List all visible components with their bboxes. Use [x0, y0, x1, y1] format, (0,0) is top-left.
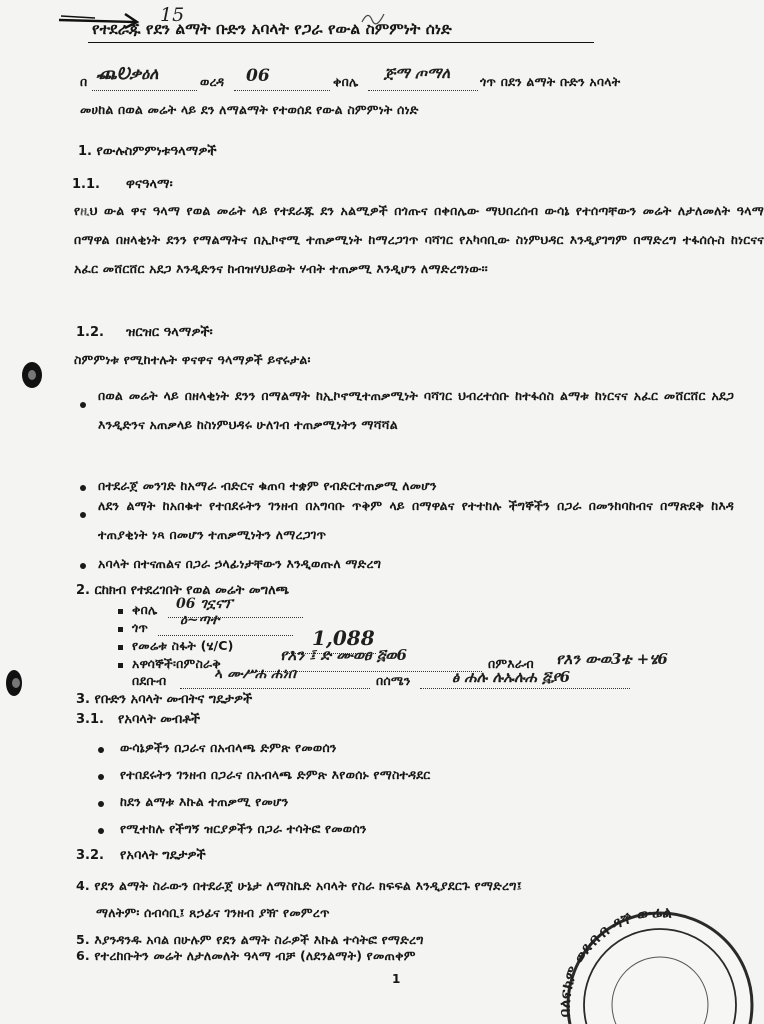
bullet-icon — [98, 774, 104, 780]
square-bullet-icon — [118, 609, 123, 614]
bullet-icon — [98, 828, 104, 834]
bullet-icon — [80, 402, 86, 408]
bullet-icon — [98, 747, 104, 753]
woreda-label: ወረዳ — [200, 74, 225, 89]
bullet-icon — [80, 563, 86, 569]
duty-item-4-line-2: ማለትም፡ ሰብሳቢ፤ ጸኃፊና ገንዘብ ያዥ የመምረጥ — [96, 905, 330, 920]
punch-hole — [6, 670, 22, 696]
bullet-icon — [80, 485, 86, 491]
bullet-icon — [98, 801, 104, 807]
duty-item-4-line-1: 4. የደን ልማት ስራውን በተደራጀ ሁኔታ ለማስኬድ አባላት የስራ ክፍፍል እንዲያደርጉ የማድረግ፤ — [76, 878, 522, 893]
duty-item-6: 6. የተረከቡትን መሬት ለታለመለት ዓላማ ብቻ (ለደንልማት) የመጠቀም — [76, 948, 416, 963]
section-1-1-title: ዋናዓላማ፡ — [126, 177, 173, 192]
section-3-2-title: የአባላት ግዴታዎች — [120, 848, 206, 863]
region-label: በ — [80, 74, 88, 89]
kebele-label: ቀበሌ — [333, 74, 359, 89]
region-value: ⶸᎧቃዕለ — [96, 64, 159, 83]
north-boundary-value: ፅ ሐሉ ሉኡሉሐ ፭ያ6 — [452, 668, 571, 686]
list-item: የተበደሩትን ገንዘብ በጋራና በአብላጫ ድምጽ እየወሰኑ የማስተዳደር — [120, 767, 431, 782]
square-bullet-icon — [118, 645, 123, 650]
official-seal — [540, 905, 764, 1024]
section-3-1-number: 3.1. — [76, 712, 104, 727]
list-item: አባላት በተናጠልና በጋራ ኃላፊነታቸውን እንዲወጡለ ማድረግ — [98, 556, 382, 571]
section-1-1-text: የዚህ ውል ዋና ዓላማ የወል መሬት ላይ የተደራጁ ደን አልሚዎች በጎጡና በቀበሌው ማህበረሰብ ውሳኔ የተሰጣቸውን መሬት ለታለመለት ዓላማ በማዋል በዘላቂነት ደንን የማልማትና በኢኮኖሚ ተጠቃሚነት ከማረጋገጥ ባሻገር የአካባቢው ስነምህዳር እንዲያገግም በማድረግ ተፋሰሱስ ከነርናና አፈር መሸርሸር አደጋ እንዲድንና ከብዝሃህይወት ሃብት ተጠቃሚ እንዲሆን ለማድረግነው፡፡ — [74, 203, 764, 276]
page-mark: 15 — [160, 4, 185, 26]
west-boundary-label: በምእራብ — [488, 656, 534, 671]
kebele-value: ጅማ ጦማለ — [384, 64, 451, 82]
title-underline — [88, 42, 594, 43]
page-number: 1 — [392, 972, 401, 986]
list-item: ለደን ልማት ከአበቁተ የተበደሩትን ገንዘብ በአግባቡ ጥቅም ላይ በማዋልና የተተከሉ ችግኞችን በጋራ በመንከባከብና በማጽደቅ ከእዳ ተጠያቂነት ነጻ በመሆን ተጠቃሚነትን ለማረጋገጥ — [98, 498, 734, 542]
south-boundary-label: በደቡብ — [132, 673, 167, 688]
section-3-2-number: 3.2. — [76, 848, 104, 863]
east-boundary-label: አዋሳኞች፡በምስራቅ — [132, 656, 221, 671]
list-item: በተደራጀ መንገድ ከአማራ ብድርና ቁጠባ ተቋም የብድርተጠቃሚ ለመሆን — [98, 478, 437, 493]
woreda-value: 06 — [246, 66, 270, 86]
land-area-label: የመሬቱ ስፋት (ሄ/C) — [132, 638, 234, 653]
bullet-icon — [80, 512, 86, 518]
duty-item-5: 5. እያንዳንዱ አባል በሁሉም የደን ልማት ስራዎች እኩል ተሳትፎ የማድረግ — [76, 932, 424, 947]
section-3-1-title: የአባላት መብቶች — [118, 712, 201, 727]
section-1-title: 1. የውሉስምምነቱዓላማዎች — [78, 144, 217, 159]
list-item: በወል መሬት ላይ በዘላቂነት ደንን በማልማት ከኢኮኖሚተጠቃሚነት ባሻገር ህብረተሰቡ ከተፋሰስ ልማቱ ከነርናና አፈር መሸርሸር አደጋ እንዲድንና አጠቃላይ ከስነምህዳሩ ሁለገብ ተጠቃሚነትን ማሻሻል — [98, 388, 734, 432]
east-boundary-value: የእን ፤ ድ ሙወፀ ፭ወ6 — [280, 646, 407, 664]
punch-hole — [22, 362, 42, 388]
document-title: የተደራጁ የደን ልማት ቡድን አባላት የጋራ የውል ስምምነት ሰነድ — [92, 20, 452, 38]
west-boundary-value: የእን ውወ3ቴ +ሄ6 — [556, 650, 668, 668]
south-boundary-value: ኣ ሙሥሐ ሐነበ — [214, 666, 296, 682]
land-kebele-value: 06 ገኗናፕ — [176, 596, 233, 612]
square-bullet-icon — [118, 627, 123, 632]
section-1-2-intro: ስምምነቱ የሚከተሉት ዋናዋና ዓላማዎች ይኖሩታል፡ — [74, 352, 311, 367]
got-label: ጎጥ በደን ልማት ቡድን አባላት — [480, 74, 621, 89]
intro-line-2: መሀከል በወል መሬት ላይ ደን ለማልማት የተወሰደ የውል ስምምነት ሰነድ — [80, 102, 419, 117]
section-1-1-number: 1.1. — [72, 177, 100, 192]
land-kebele-label: ቀበሌ — [132, 602, 158, 617]
land-got-value: ዕ~ጣተ — [180, 612, 220, 628]
land-area-value: 1,088 — [312, 626, 375, 650]
section-3-title: 3. የቡድን አባላት መብትና ግዴታዎች — [76, 692, 253, 707]
list-item: ከደን ልማቱ እኩል ተጠቃሚ የመሆን — [120, 794, 289, 809]
seal-text: በለፍክም ወደብብ ዳኞ ውሬል — [555, 905, 673, 1018]
square-bullet-icon — [118, 663, 123, 668]
land-got-label: ጎጥ — [132, 620, 149, 635]
list-item: የሚተከሉ የችግኝ ዝርያዎችን በጋራ ተሳትፎ የመወሰን — [120, 821, 367, 836]
section-1-2-number: 1.2. — [76, 325, 104, 340]
list-item: ውሳኔዎችን በጋራና በአብላጫ ድምጽ የመወሰን — [120, 740, 337, 755]
section-1-2-title: ዝርዝር ዓላማዎች፡ — [126, 325, 213, 340]
section-2-title: 2. ርከክብ የተደረገበት የወል መሬት መግለጫ — [76, 583, 290, 598]
north-boundary-label: በሰሜን — [376, 673, 411, 688]
